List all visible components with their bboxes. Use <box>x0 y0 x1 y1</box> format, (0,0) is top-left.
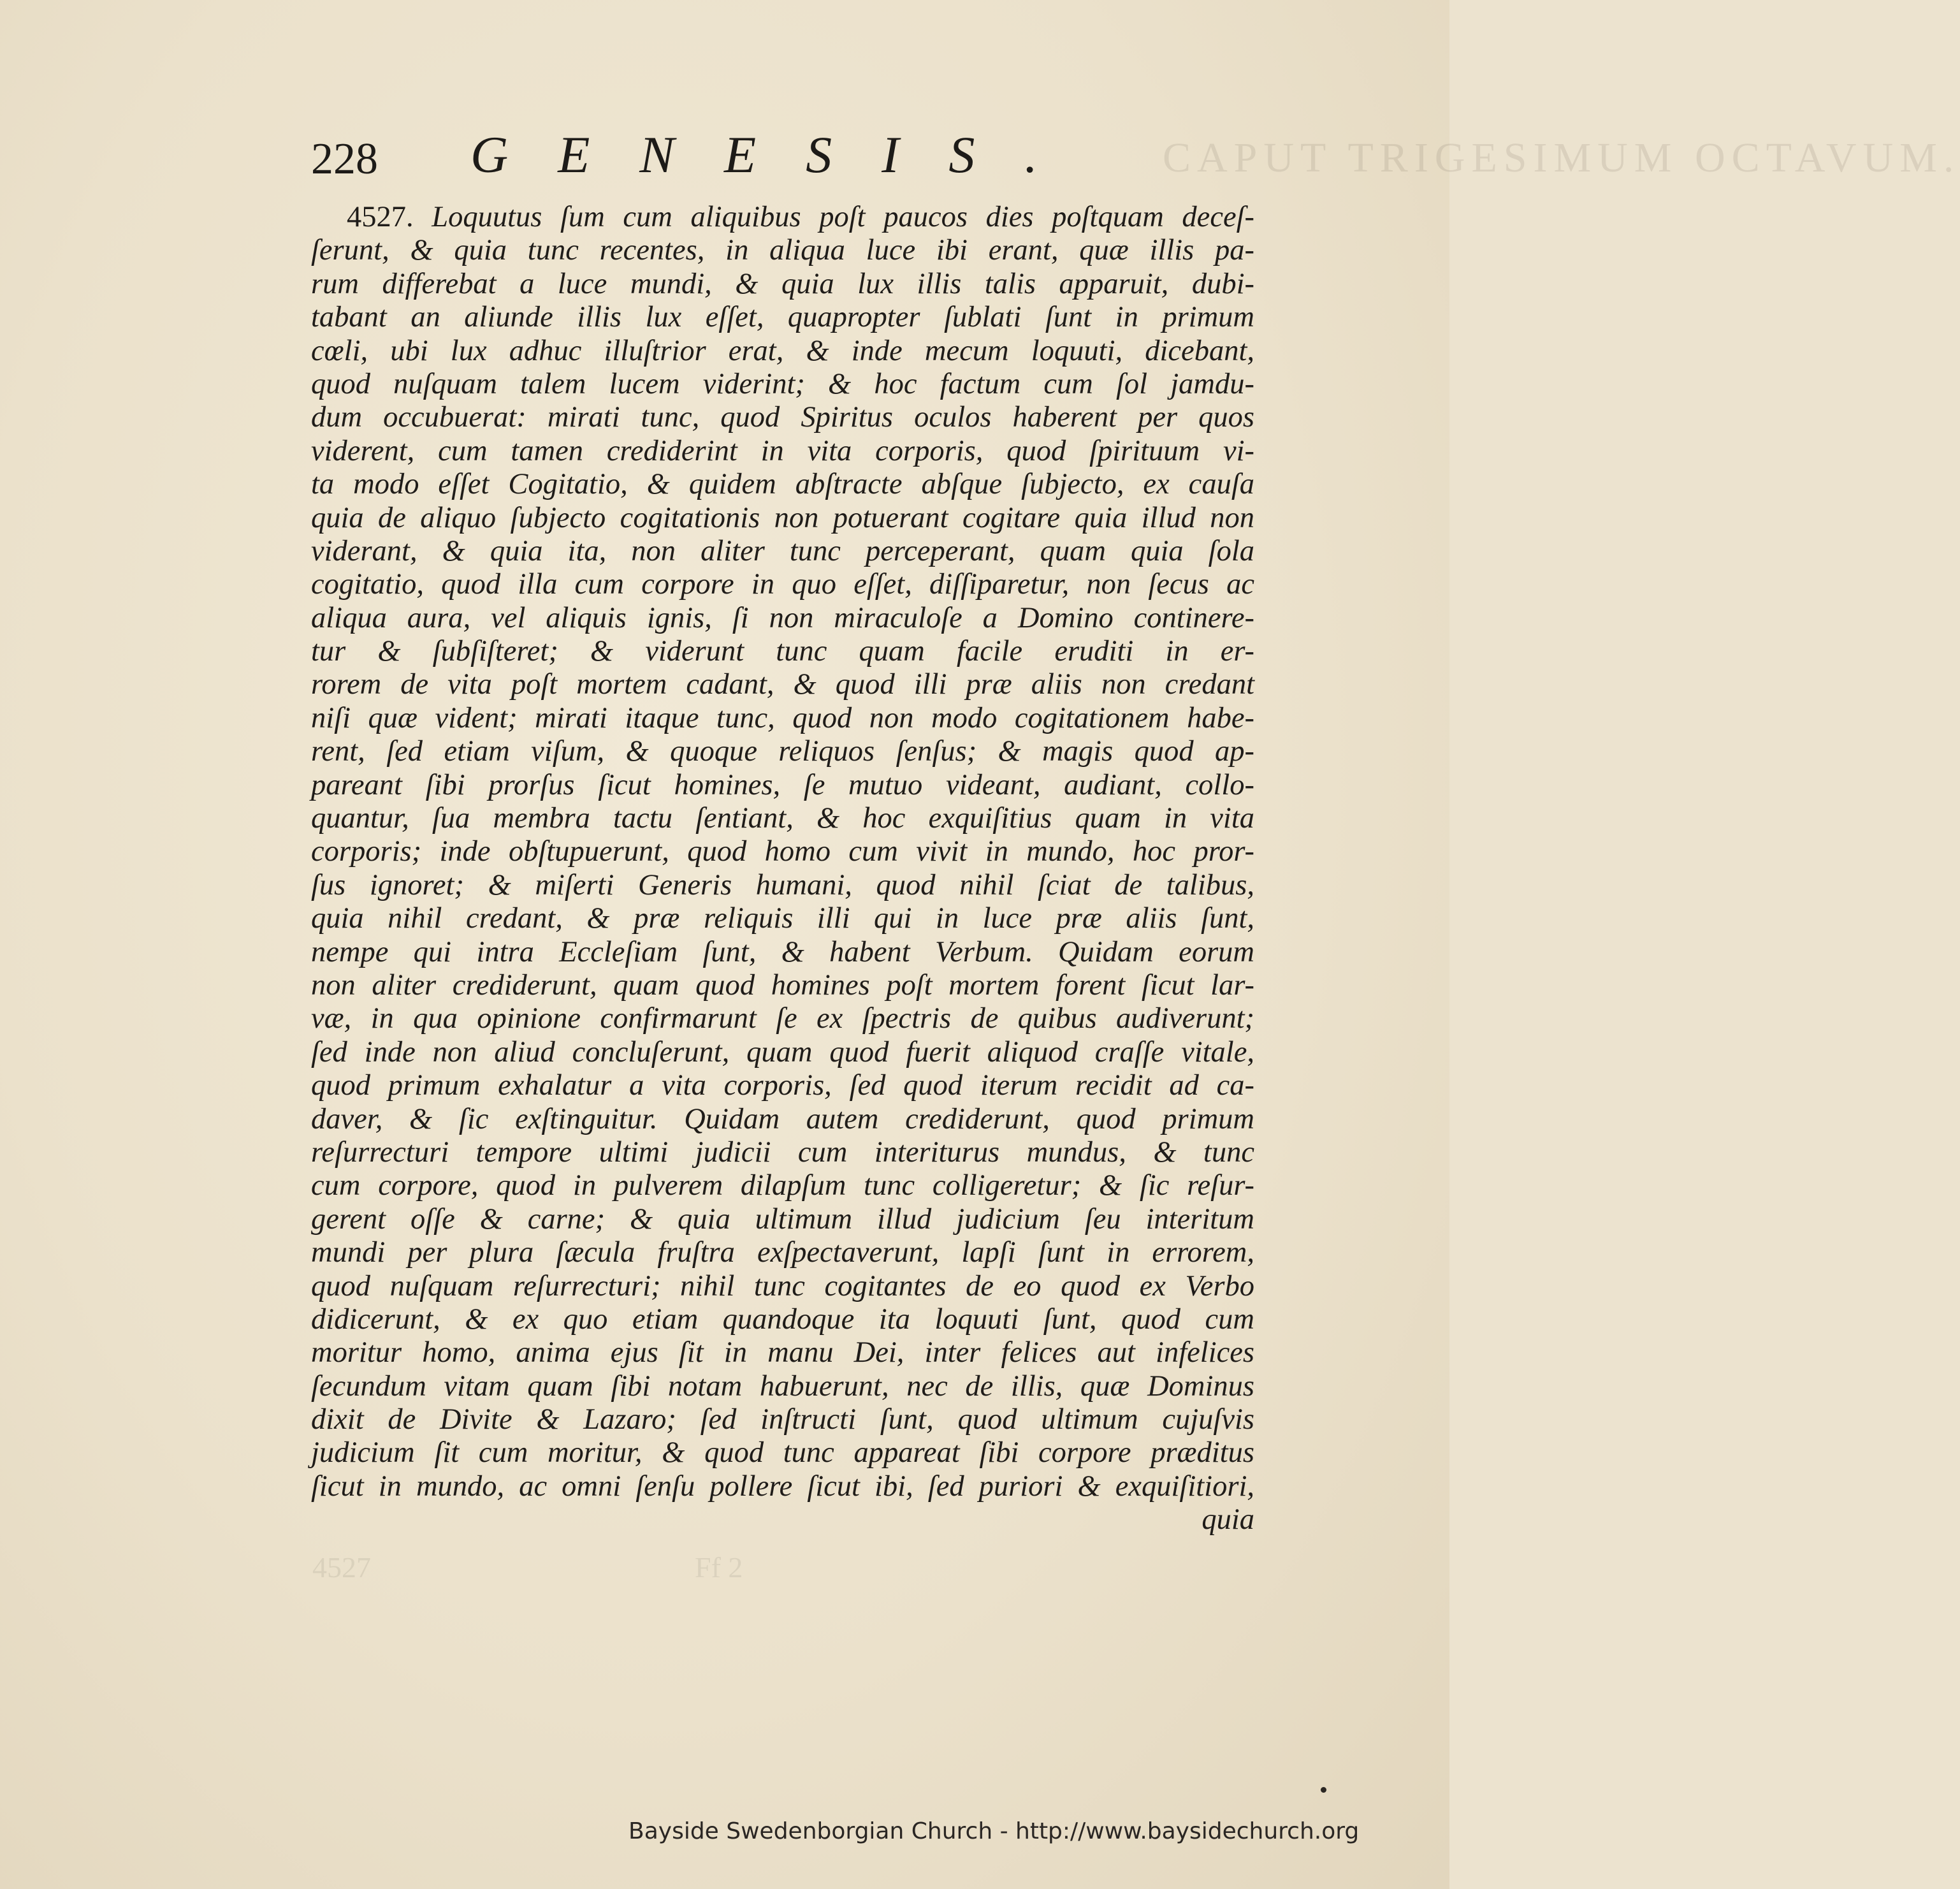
running-title: GENESIS. <box>470 126 1087 184</box>
text-line <box>311 769 1254 802</box>
text-line <box>311 1069 1254 1102</box>
line-text: reſurrecturi tempore ultimi judicii cum interiturus mundus, & tunc <box>311 1135 1254 1169</box>
line-text: ſicut in mundo, ac omni ſenſu pollere ſicut ibi, ſed puriori & exquiſitiori, <box>311 1470 1254 1503</box>
text-line <box>311 1203 1254 1236</box>
text-line <box>311 1436 1254 1470</box>
text-line <box>311 1136 1254 1169</box>
line-text: ta modo eſſet Cogitatio, & quidem abſtracte abſque ſubjecto, ex cauſa <box>311 468 1254 501</box>
line-text: quod nuſquam talem lucem viderint; & hoc factum cum ſol jamdu- <box>311 367 1254 400</box>
text-line <box>311 1370 1254 1403</box>
line-text: ſerunt, & quia tunc recentes, in aliqua luce ibi erant, quæ illis pa- <box>311 234 1254 267</box>
text-line <box>311 1470 1254 1503</box>
text-line <box>311 835 1254 868</box>
text-line <box>311 468 1254 501</box>
line-text: aliqua aura, vel aliquis ignis, ſi non miraculoſe a Domino continere- <box>311 601 1254 634</box>
line-text: væ, in qua opinione confirmarunt ſe ex ſpectris de quibus audiverunt; <box>311 1002 1254 1035</box>
ink-speck <box>1321 1787 1326 1793</box>
line-text: nempe qui intra Eccleſiam ſunt, & habent Verbum. Quidam eorum <box>311 935 1254 968</box>
text-line <box>311 1036 1254 1069</box>
text-line <box>311 201 1254 234</box>
text-line <box>311 735 1254 768</box>
text-line <box>311 368 1254 401</box>
text-line <box>311 301 1254 334</box>
line-text: quia nihil credant, & præ reliquis illi qui in luce præ aliis ſunt, <box>311 902 1254 935</box>
line-text: viderent, cum tamen crediderint in vita corporis, quod ſpirituum vi- <box>311 434 1254 467</box>
line-text: Loquutus ſum cum aliquibus poſt paucos dies poſtquam deceſ- <box>432 201 1255 233</box>
line-text: rorem de vita poſt mortem cadant, & quod illi præ aliis non credant <box>311 668 1254 701</box>
text-line <box>311 902 1254 935</box>
line-text: pareant ſibi prorſus ſicut homines, ſe mutuo videant, audiant, collo- <box>311 768 1254 801</box>
line-text: ſus ignoret; & miſerti Generis humani, quod nihil ſciat de talibus, <box>311 868 1254 901</box>
text-line <box>311 1270 1254 1303</box>
text-line <box>311 635 1254 668</box>
line-text: quantur, ſua membra tactu ſentiant, & hoc exquiſitius quam in vita <box>311 802 1254 835</box>
line-text: niſi quæ vident; mirati itaque tunc, quod non modo cogitationem habe- <box>311 701 1254 734</box>
bleed-through-footer <box>312 1550 1268 1589</box>
bleed-through-title: CAPUT TRIGESIMUM OCTAVUM. <box>1163 135 1960 181</box>
text-line <box>311 1169 1254 1202</box>
page-header <box>311 125 1274 195</box>
text-line <box>311 1403 1254 1436</box>
text-line <box>311 869 1254 902</box>
line-text: daver, & ſic exſtinguitur. Quidam autem crediderunt, quod primum <box>311 1102 1254 1135</box>
paragraph-number: 4527. <box>347 201 414 233</box>
watermark-credit: Bayside Swedenborgian Church - http://www.baysidechurch.org <box>628 1818 1360 1844</box>
line-text: quod primum exhalatur a vita corporis, ſed quod iterum recidit ad ca- <box>311 1069 1254 1102</box>
text-line <box>311 568 1254 601</box>
line-text: cum corpore, quod in pulverem dilapſum tunc colligeretur; & ſic reſur- <box>311 1169 1254 1202</box>
line-text: non aliter crediderunt, quam quod homines poſt mortem forent ſicut lar- <box>311 968 1254 1002</box>
text-line <box>311 268 1254 301</box>
line-text: rent, ſed etiam viſum, & quoque reliquos ſenſus; & magis quod ap- <box>311 735 1254 768</box>
line-text: cœli, ubi lux adhuc illuſtrior erat, & inde mecum loquuti, dicebant, <box>311 334 1254 367</box>
line-text: dum occubuerat: mirati tunc, quod Spiritus oculos haberent per quos <box>311 401 1254 434</box>
text-line <box>311 1303 1254 1336</box>
page-number: 228 <box>311 135 378 184</box>
line-text: quia de aliquo ſubjecto cogitationis non potuerant cogitare quia illud non <box>311 501 1254 534</box>
text-line <box>311 502 1254 535</box>
catchword: quia <box>1201 1503 1254 1536</box>
text-line <box>311 702 1254 735</box>
line-text: cogitatio, quod illa cum corpore in quo eſſet, diſſiparetur, non ſecus ac <box>311 568 1254 601</box>
text-line <box>311 602 1254 635</box>
line-text: dixit de Divite & Lazaro; ſed inſtructi ſunt, quod ultimum cujuſvis <box>311 1403 1254 1436</box>
text-line <box>311 1336 1254 1369</box>
text-line <box>311 1002 1254 1035</box>
text-line <box>311 802 1254 835</box>
body-text <box>311 201 1254 1537</box>
text-line <box>311 435 1254 468</box>
line-text: tur & ſubſiſteret; & viderunt tunc quam facile eruditi in er- <box>311 635 1254 668</box>
text-line <box>311 668 1254 701</box>
bleed-through-number: 4527 <box>312 1551 371 1584</box>
text-line <box>311 1236 1254 1269</box>
text-line <box>311 936 1254 969</box>
bleed-through-signature: Ff 2 <box>695 1551 743 1584</box>
line-text: moritur homo, anima ejus ſit in manu Dei, inter felices aut infelices <box>311 1336 1254 1369</box>
line-text: quod nuſquam reſurrecturi; nihil tunc cogitantes de eo quod ex Verbo <box>311 1269 1254 1302</box>
line-text: viderant, & quia ita, non aliter tunc perceperant, quam quia ſola <box>311 534 1254 567</box>
text-line <box>311 335 1254 368</box>
line-text: mundi per plura ſæcula fruſtra exſpectaverunt, lapſi ſunt in errorem, <box>311 1236 1254 1269</box>
text-line <box>311 969 1254 1002</box>
line-text: corporis; inde obſtupuerunt, quod homo cum vivit in mundo, hoc pror- <box>311 835 1254 868</box>
text-line <box>311 1103 1254 1136</box>
line-text: didicerunt, & ex quo etiam quandoque ita loquuti ſunt, quod cum <box>311 1302 1254 1336</box>
text-line <box>311 401 1254 434</box>
line-text: tabant an aliunde illis lux eſſet, quapropter ſublati ſunt in primum <box>311 301 1254 334</box>
text-line <box>311 535 1254 568</box>
line-text: ſecundum vitam quam ſibi notam habuerunt, nec de illis, quæ Dominus <box>311 1369 1254 1403</box>
line-text: judicium ſit cum moritur, & quod tunc appareat ſibi corpore præditus <box>311 1436 1254 1470</box>
line-text: rum differebat a luce mundi, & quia lux illis talis apparuit, dubi- <box>311 267 1254 300</box>
line-text: gerent oſſe & carne; & quia ultimum illud judicium ſeu interitum <box>311 1202 1254 1236</box>
text-line <box>311 234 1254 267</box>
line-text: ſed inde non aliud concluſerunt, quam quod fuerit aliquod craſſe vitale, <box>311 1035 1254 1068</box>
